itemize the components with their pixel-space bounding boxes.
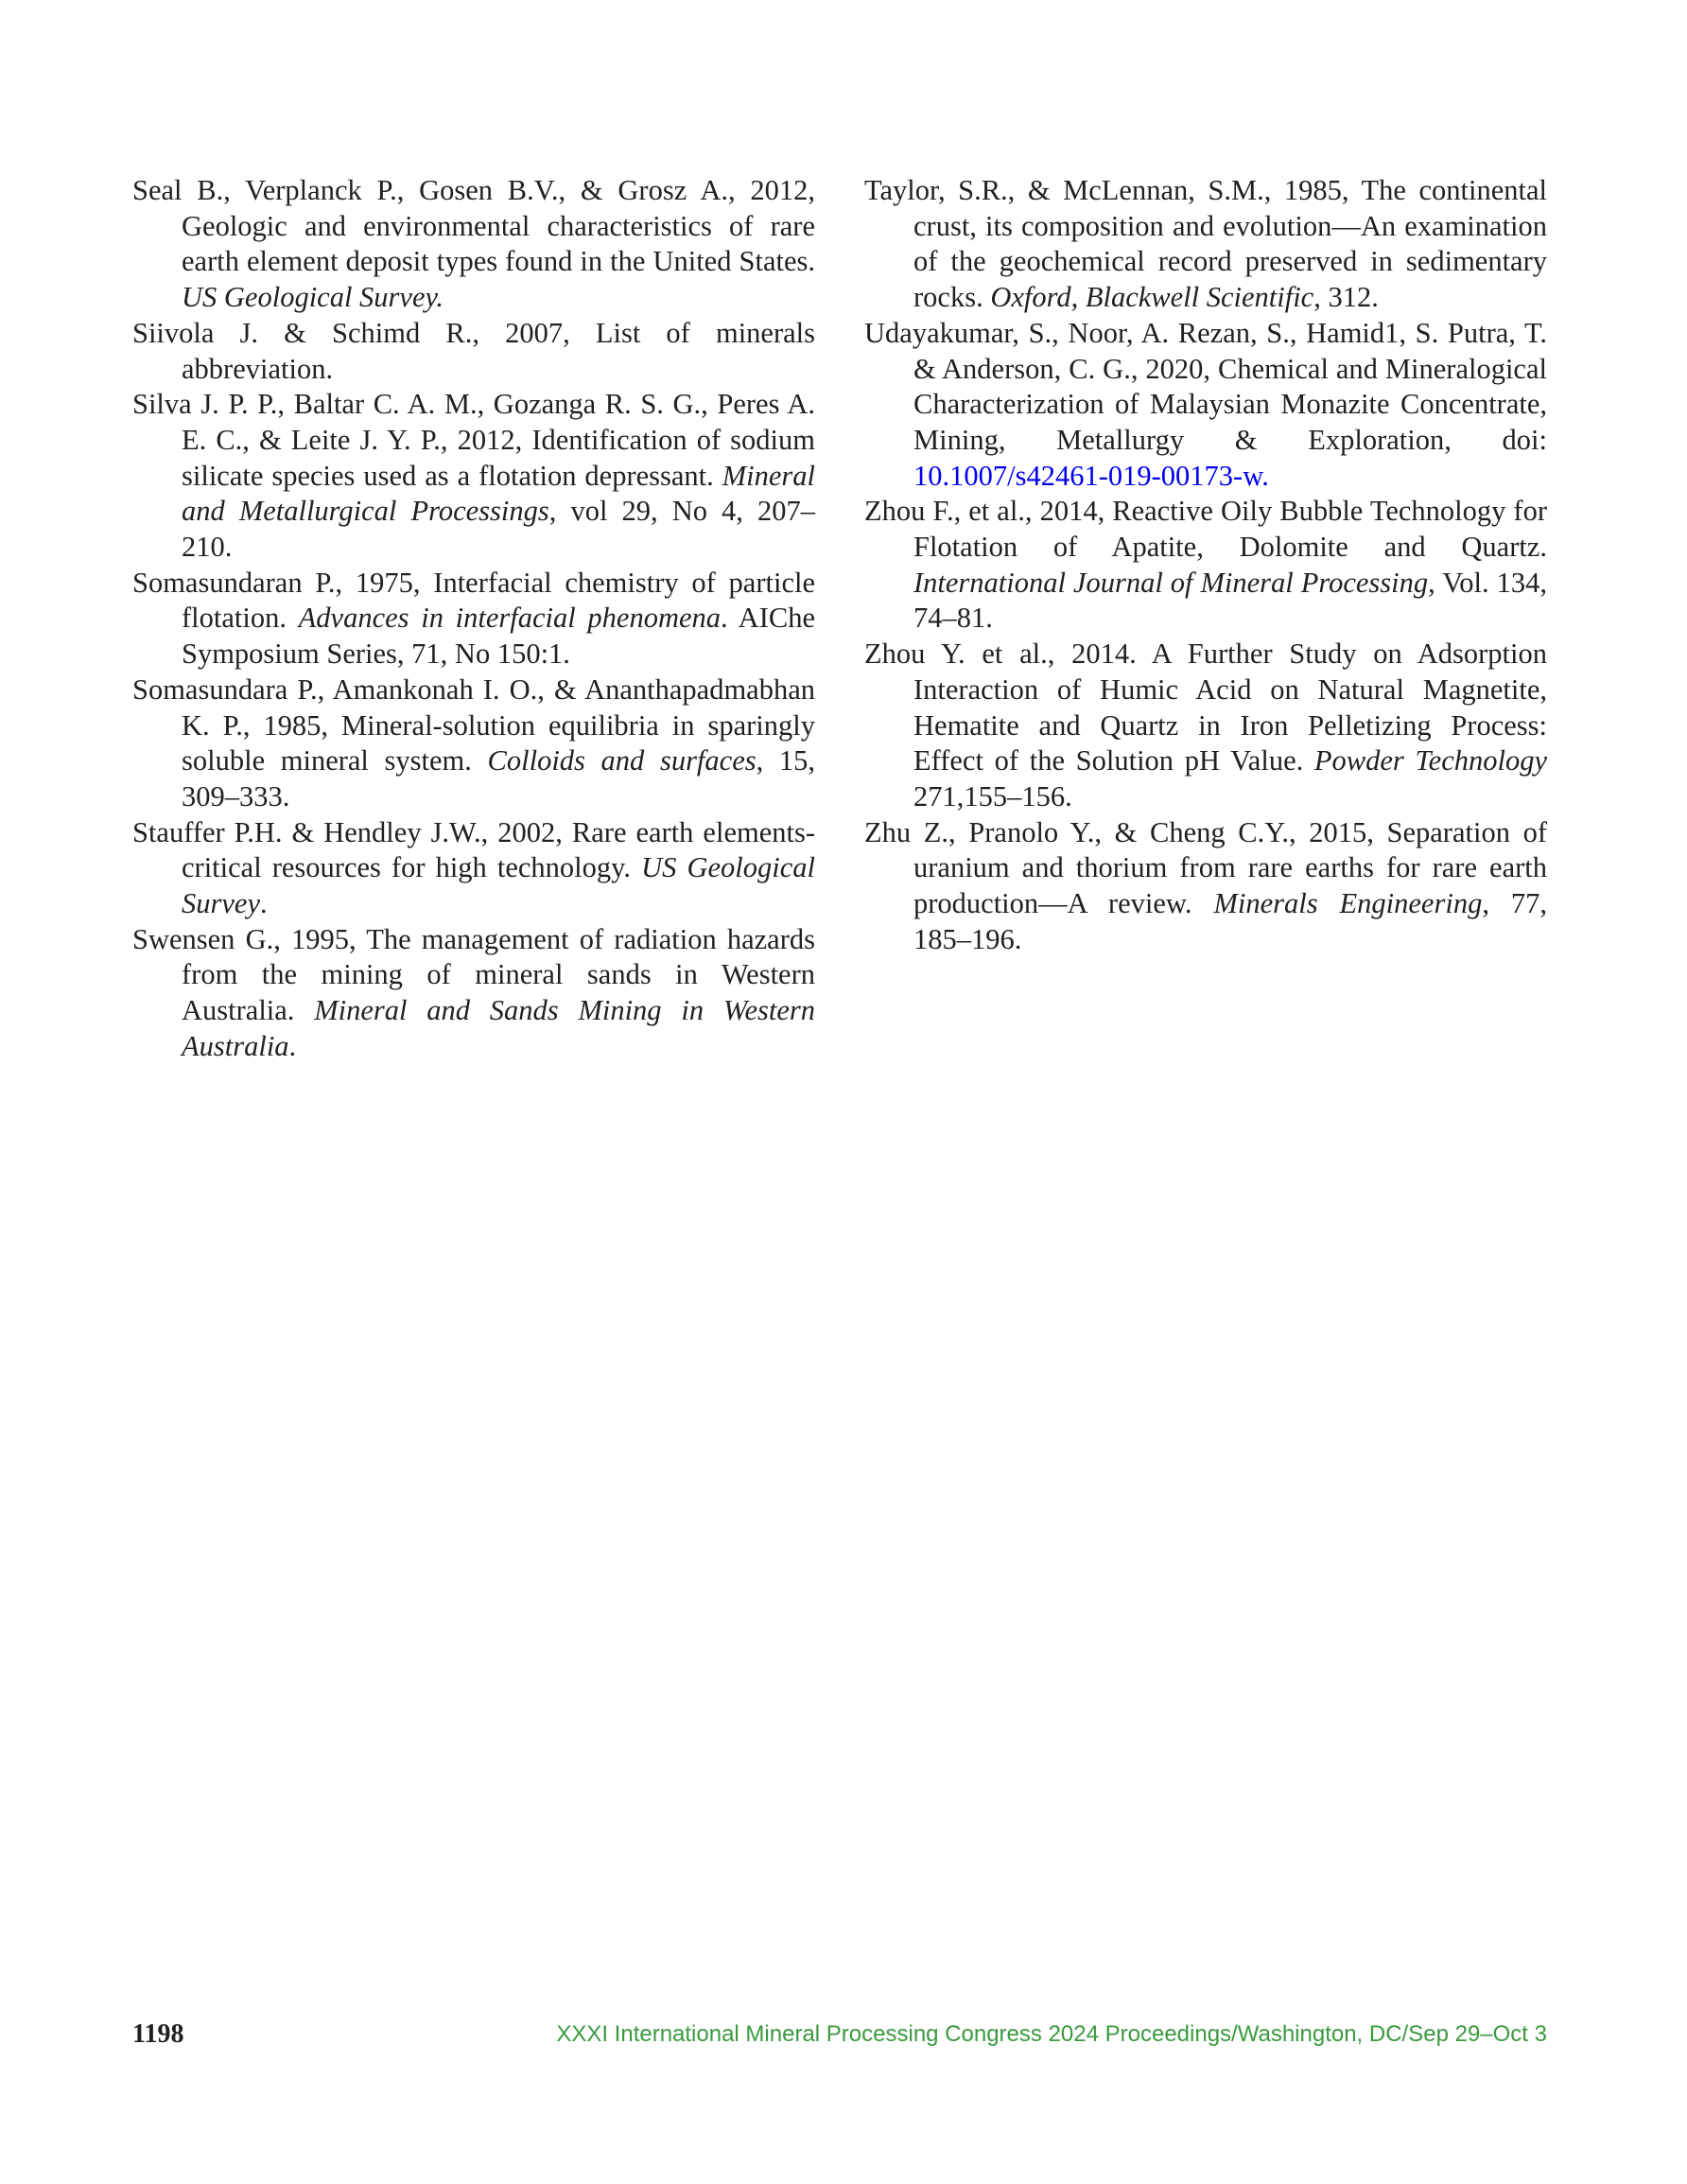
page-footer: [132, 2019, 1547, 2057]
reference-entry: Siivola J. & Schimd R., 2007, List of minerals abbreviation.: [132, 316, 815, 385]
reference-entry: Zhu Z., Pranolo Y., & Cheng C.Y., 2015, Separation of uranium and thorium from rare earths for rare earth production—A review. Minerals Engineering, 77, 185–196.: [864, 815, 1548, 955]
running-title: XXXI International Mineral Processing Congress 2024 Proceedings/Washington, DC/Sep 29–Oct 3: [556, 2021, 1547, 2047]
references-right-column: [864, 173, 1547, 957]
reference-entry: Swensen G., 1995, The management of radiation hazards from the mining of mineral sands in Western Australia. Mineral and Sands Mining in Western Australia.: [132, 922, 815, 1062]
doi-link[interactable]: 10.1007/s42461-019-00173-w.: [913, 459, 1269, 492]
reference-entry: Somasundara P., Amankonah I. O., & Ananthapadmabhan K. P., 1985, Mineral-solution equilibria in sparingly soluble mineral system. Colloids and surfaces, 15, 309–333.: [132, 673, 815, 812]
references-left-column: [132, 173, 815, 1065]
reference-entry: Udayakumar, S., Noor, A. Rezan, S., Hamid1, S. Putra, T. & Anderson, C. G., 2020, Chemical and Mineralogical Characterization of Malaysian Monazite Concentrate, Mining, Metallurgy & Exploration, doi: 10.1007/s42461-019-00173-w.: [864, 316, 1547, 492]
page-number: 1198: [132, 2019, 184, 2049]
reference-entry: Zhou F., et al., 2014, Reactive Oily Bubble Technology for Flotation of Apatite, Dolomite and Quartz. International Journal of Mineral Processing, Vol. 134, 74–81.: [864, 495, 1547, 635]
reference-entry: Taylor, S.R., & McLennan, S.M., 1985, The continental crust, its composition and evolution—An examination of the geochemical record preserved in sedimentary rocks. Oxford, Blackwell Scientific, 312.: [864, 174, 1547, 314]
reference-entry: Stauffer P.H. & Hendley J.W., 2002, Rare earth elements-critical resources for high technology. US Geological Survey.: [132, 815, 815, 920]
reference-entry: Seal B., Verplanck P., Gosen B.V., & Grosz A., 2012, Geologic and environmental characteristics of rare earth element deposit types found in the United States. US Geological Survey.: [132, 174, 815, 314]
reference-entry: Zhou Y. et al., 2014. A Further Study on Adsorption Interaction of Humic Acid on Natural Magnetite, Hematite and Quartz in Iron Pelletizing Process: Effect of the Solution pH Value. Powder Technology 271,155–156.: [864, 638, 1547, 812]
reference-entry: Silva J. P. P., Baltar C. A. M., Gozanga R. S. G., Peres A. E. C., & Leite J. Y. P., 2012, Identification of sodium silicate species used as a flotation depressant. Mineral and Metallurgical Processings, vol 29, No 4, 207–210.: [132, 388, 815, 564]
reference-entry: Somasundaran P., 1975, Interfacial chemistry of particle flotation. Advances in interfacial phenomena. AIChe Symposium Series, 71, No 150:1.: [132, 566, 815, 671]
